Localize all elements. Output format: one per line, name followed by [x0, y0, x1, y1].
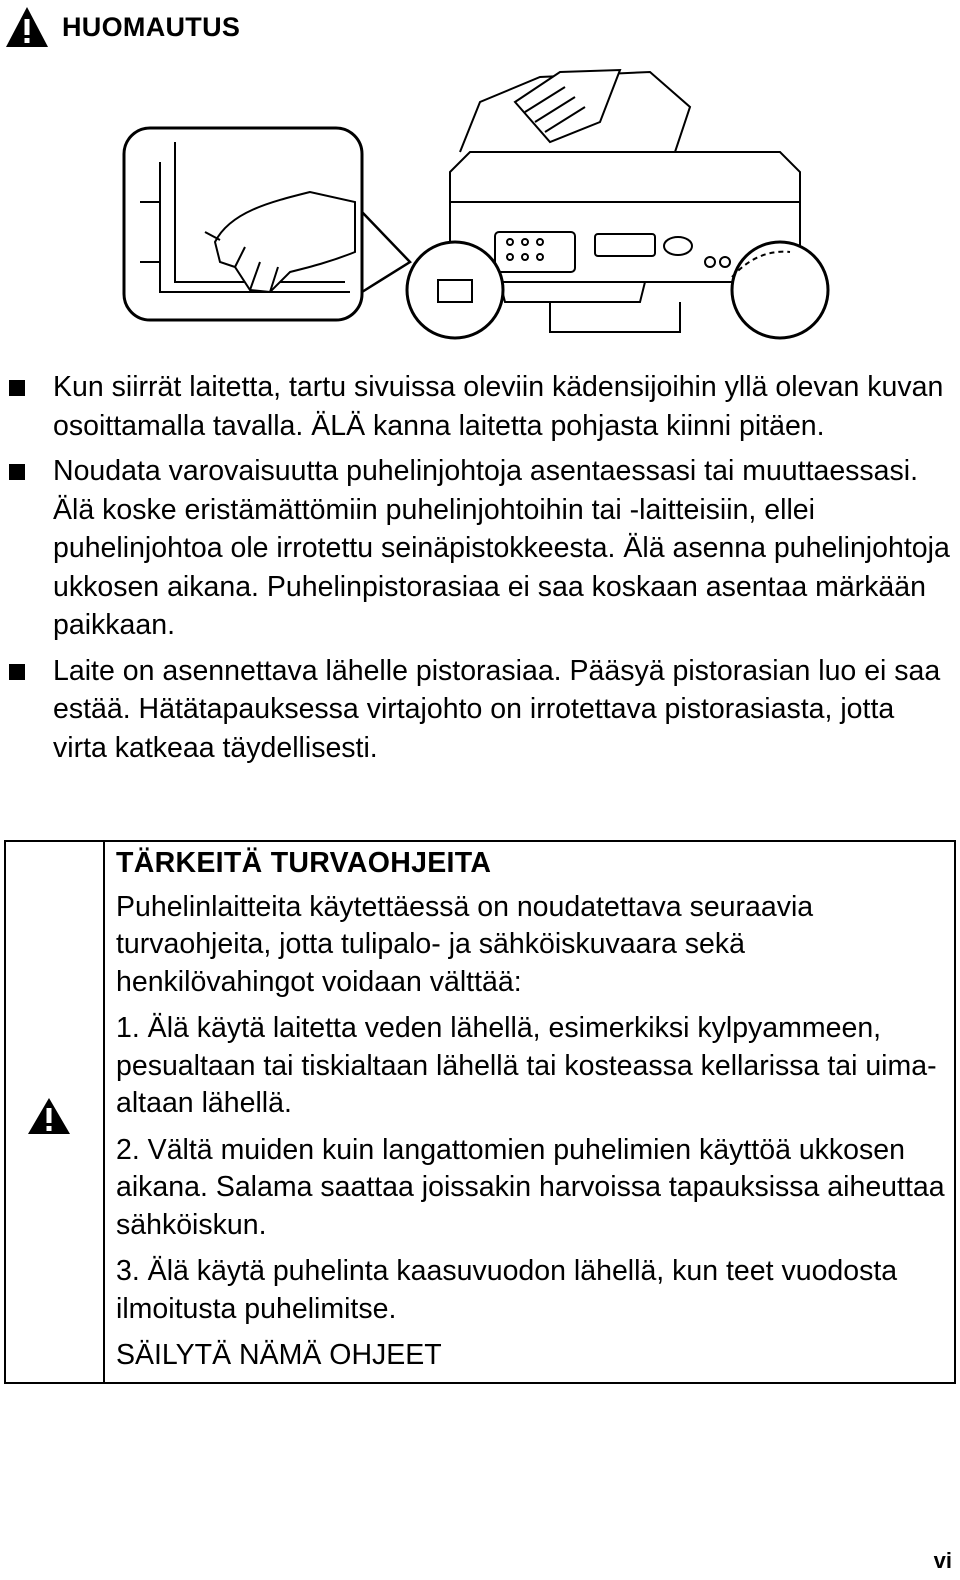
- box-divider: [103, 842, 105, 1382]
- safety-instructions-box: [4, 840, 956, 1384]
- safety-footer: SÄILYTÄ NÄMÄ OHJEET: [116, 1339, 442, 1371]
- list-item: [0, 368, 960, 445]
- warning-triangle-icon: [26, 1096, 72, 1136]
- list-item-text: Kun siirrät laitetta, tartu sivuissa oleviin kädensijoihin yllä olevan kuvan osoittamalla tavalla. ÄLÄ kanna laitetta pohjasta kiinni pitäen.: [53, 371, 944, 442]
- bullet-square-icon: [9, 664, 25, 680]
- bullet-square-icon: [9, 380, 25, 396]
- page-number: vi: [933, 1548, 952, 1573]
- list-item: [0, 452, 960, 645]
- list-item-text: Laite on asennettava lähelle pistorasiaa. Pääsyä pistorasian luo ei saa estää. Hätätapauksessa virtajohto on irrotettava pistorasiasta, jotta virta katkeaa täydellisesti.: [53, 654, 941, 764]
- safety-content: [116, 842, 946, 1384]
- safety-item: 3. Älä käytä puhelinta kaasuvuodon lähellä, kun teet vuodosta ilmoitusta puhelimitse.: [116, 1255, 898, 1325]
- safety-item: 2. Vältä muiden kuin langattomien puhelimien käyttöä ukkosen aikana. Salama saattaa joissakin harvoissa tapauksissa aiheuttaa sähköiskun.: [116, 1133, 945, 1241]
- device-lifting-illustration: [120, 62, 840, 352]
- safety-item: 1. Älä käytä laitetta veden lähellä, esimerkiksi kylpyammeen, pesualtaan tai tiskialtaan lähellä tai kosteassa kellarissa tai uima-altaan lähellä.: [116, 1012, 937, 1119]
- list-item: [0, 652, 960, 768]
- notice-bullet-list: [0, 368, 960, 774]
- safety-title: TÄRKEITÄ TURVAOHJEITA: [116, 847, 492, 879]
- warning-triangle-icon: [4, 5, 50, 49]
- notice-title: HUOMAUTUS: [62, 11, 241, 42]
- list-item-text: Noudata varovaisuutta puhelinjohtoja asentaessasi tai muuttaessasi. Älä koske eristämättömiin puhelinjohtoihin tai -laitteisiin, ellei puhelinjohtoa ole irrotettu seinäpistokkeesta. Älä asenna puhelinjohtoja ukkosen aikana. Puhelinpistorasiaa ei saa koskaan asentaa märkään paikkaan.: [53, 455, 950, 641]
- safety-intro: Puhelinlaitteita käytettäessä on noudatettava seuraavia turvaohjeita, jotta tulipalo- ja sähköiskuvaara sekä henkilövahingot voidaan välttää:: [116, 890, 814, 998]
- notice-header: [4, 4, 240, 50]
- bullet-square-icon: [9, 464, 25, 480]
